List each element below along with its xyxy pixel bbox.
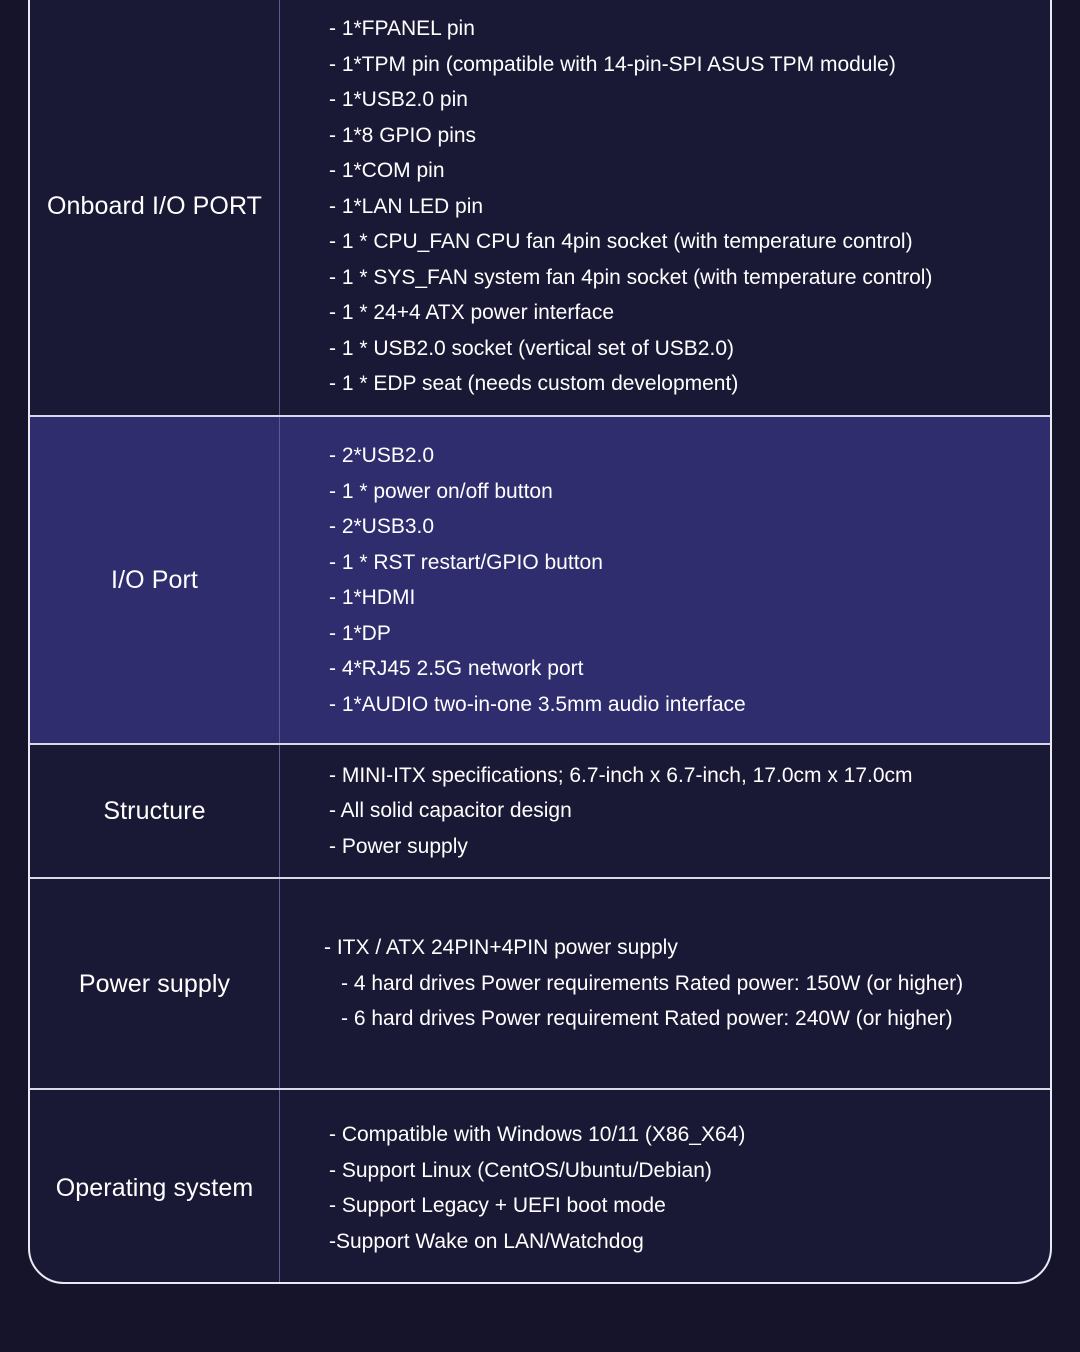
spec-value: - 2*USB2.0	[329, 444, 435, 467]
spec-table	[28, 0, 1052, 1284]
spec-value: - 1 * USB2.0 socket (vertical set of USB2.0)	[329, 336, 734, 360]
spec-values	[329, 0, 1010, 415]
spec-value: - Support Legacy + UEFI boot mode	[329, 1194, 666, 1217]
spec-label: I/O Port	[111, 566, 198, 594]
spec-values	[329, 417, 1010, 743]
spec-value: - 4 hard drives Power requirements Rated power: 150W (or higher)	[341, 971, 964, 995]
column-divider	[279, 879, 280, 1088]
column-divider	[279, 1090, 280, 1284]
spec-label: Onboard I/O PORT	[46, 191, 263, 220]
spec-row-power-supply	[30, 877, 1050, 1088]
spec-values	[329, 1090, 1010, 1284]
spec-value: - 1*AUDIO two-in-one 3.5mm audio interface	[329, 692, 746, 716]
spec-values	[324, 879, 1010, 1088]
spec-values	[329, 745, 1010, 877]
spec-value: - 2*USB3.0	[329, 515, 435, 538]
spec-value: - ITX / ATX 24PIN+4PIN power supply	[324, 936, 678, 960]
spec-value: - Compatible with Windows 10/11 (X86_X64)	[329, 1123, 746, 1146]
spec-value: - 1*TPM pin (compatible with 14-pin-SPI ASUS TPM module)	[329, 52, 896, 76]
spec-value: - Support Linux (CentOS/Ubuntu/Debian)	[329, 1158, 712, 1182]
spec-value: - 1*LAN LED pin	[329, 194, 484, 218]
spec-row-io-port	[30, 415, 1050, 743]
spec-value: - 1 * CPU_FAN CPU fan 4pin socket (with temperature control)	[329, 230, 913, 253]
spec-value: - 1*FPANEL pin	[329, 17, 475, 40]
spec-row-onboard-io-port	[30, 0, 1050, 415]
spec-value: - 1 * 24+4 ATX power interface	[329, 301, 615, 324]
spec-value: - 1*HDMI	[329, 586, 416, 609]
spec-value: - All solid capacitor design	[329, 799, 572, 823]
spec-value: - 6 hard drives Power requirement Rated power: 240W (or higher)	[341, 1007, 953, 1031]
spec-value: -Support Wake on LAN/Watchdog	[329, 1229, 644, 1253]
spec-value: - 1*USB2.0 pin	[329, 88, 468, 111]
spec-value: - 1*COM pin	[329, 159, 445, 182]
spec-value: - MINI-ITX specifications; 6.7-inch x 6.7-inch, 17.0cm x 17.0cm	[329, 763, 913, 787]
spec-value: - 1 * power on/off button	[329, 479, 553, 503]
spec-value: - 1*8 GPIO pins	[329, 123, 477, 147]
spec-value: - 1 * RST restart/GPIO button	[329, 550, 603, 574]
spec-value: - Power supply	[329, 834, 468, 858]
column-divider	[279, 417, 280, 743]
column-divider	[279, 0, 280, 415]
spec-label: Power supply	[78, 969, 231, 998]
spec-value: - 1*DP	[329, 621, 391, 645]
spec-label: Operating system	[55, 1174, 254, 1202]
spec-row-operating-system	[30, 1088, 1050, 1284]
spec-label: Structure	[103, 797, 206, 825]
column-divider	[279, 745, 280, 877]
spec-value: - 1 * EDP seat (needs custom development)	[329, 372, 739, 395]
spec-value: - 1 * SYS_FAN system fan 4pin socket (with temperature control)	[329, 265, 933, 289]
spec-value: - 4*RJ45 2.5G network port	[329, 657, 584, 680]
spec-row-structure	[30, 743, 1050, 877]
